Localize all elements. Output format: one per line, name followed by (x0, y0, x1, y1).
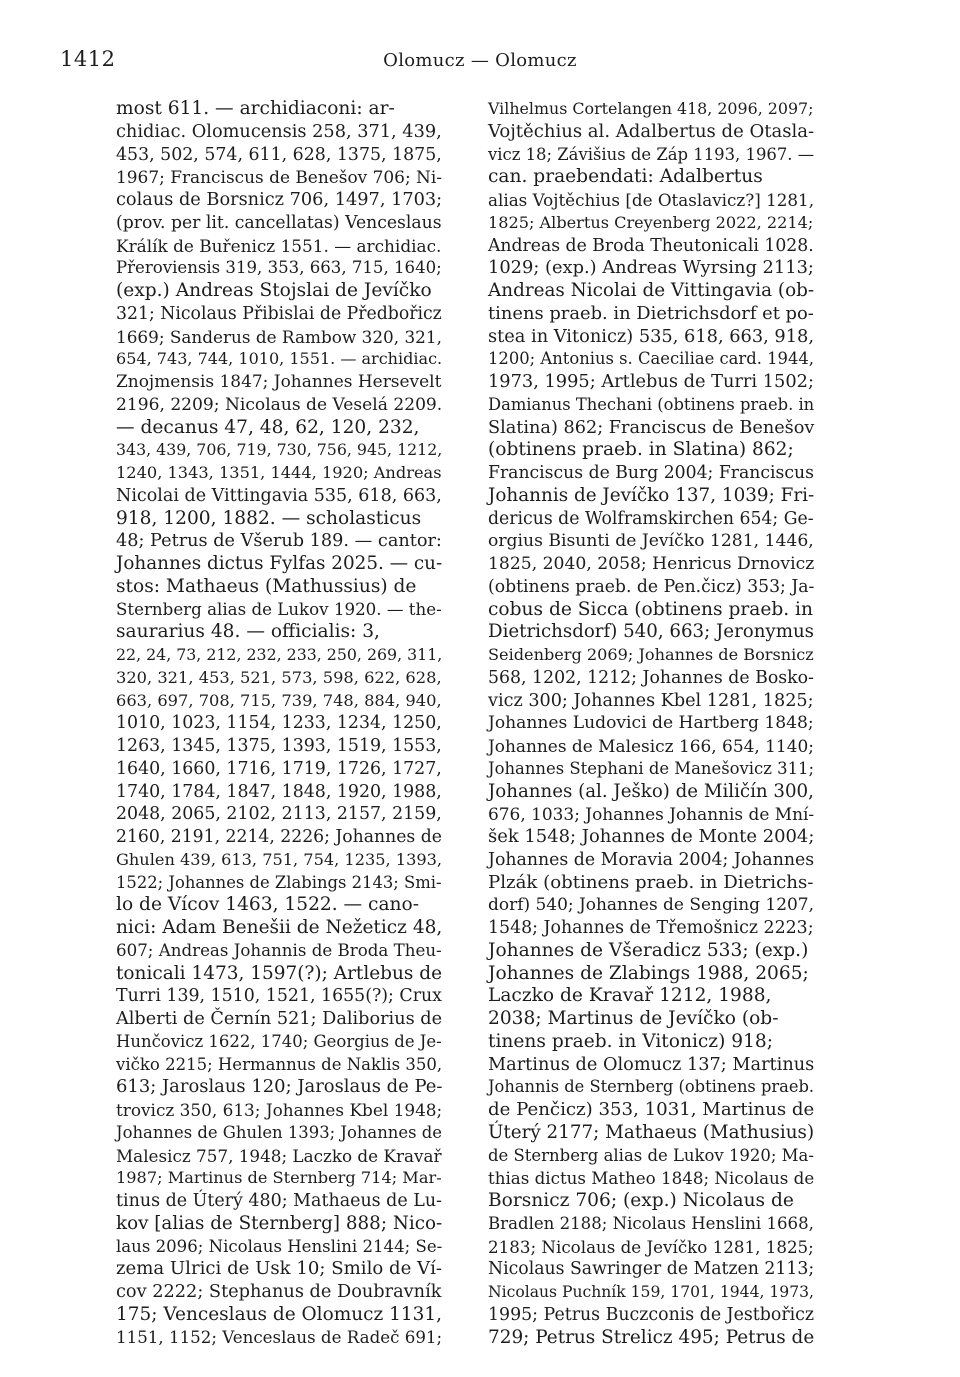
text-line: Johannes (al. Ješko) de Miličín 300, (488, 780, 814, 802)
text-line: vicz 18; Závišius de Záp 1193, 1967. — (488, 144, 815, 164)
text-line: Johannes de Všeradicz 533; (exp.) (488, 939, 809, 961)
text-line: Plzák (obtinens praeb. in Dietrichs- (488, 871, 814, 893)
text-line: 1548; Johannes de Třemošnicz 2223; (488, 918, 814, 938)
text-line: 1522; Johannes de Zlabings 2143; Smi- (116, 872, 442, 892)
text-line: Turri 139, 1510, 1521, 1655(?); Crux (116, 986, 442, 1007)
text-line: Králík de Buřenicz 1551. — archidiac. (116, 235, 442, 256)
text-line: 568, 1202, 1212; Johannes de Bosko- (488, 667, 814, 688)
text-line: de Sternberg alias de Lukov 1920; Ma- (488, 1145, 814, 1165)
text-line: kov [alias de Sternberg] 888; Nico- (116, 1212, 443, 1234)
text-line: cobus de Sicca (obtinens praeb. in (488, 598, 813, 620)
text-line: 1973, 1995; Artlebus de Turri 1502; (488, 371, 814, 392)
text-line: 1825; Albertus Creyenberg 2022, 2214; (488, 212, 814, 232)
text-line: tonicali 1473, 1597(?); Artlebus de (116, 962, 443, 984)
text-line: (prov. per lit. cancellatas) Venceslaus (116, 212, 442, 233)
text-line: 175; Venceslaus de Olomucz 1131, (116, 1303, 443, 1325)
text-line: 1995; Petrus Buczconis de Jestbořicz (488, 1304, 815, 1325)
text-line: Johannes de Moravia 2004; Johannes (488, 849, 815, 870)
text-line: vicz 300; Johannes Kbel 1281, 1825; (488, 690, 814, 711)
text-line: Malesicz 757, 1948; Laczko de Kravař (116, 1145, 442, 1166)
text-line: 607; Andreas Johannis de Broda Theu- (116, 940, 442, 960)
text-line: dorf) 540; Johannes de Senging 1207, (488, 895, 814, 916)
text-line: most 611. — archidiaconi: ar- (116, 98, 395, 119)
text-line: cov 2222; Stephanus de Doubravník (116, 1282, 442, 1302)
text-line: 2048, 2065, 2102, 2113, 2157, 2159, (116, 804, 442, 825)
text-line: 1825, 2040, 2058; Henricus Drnovicz (488, 554, 815, 574)
text-line: Damianus Thechani (obtinens praeb. in (488, 394, 815, 414)
text-line: 1740, 1784, 1847, 1848, 1920, 1988, (116, 781, 442, 802)
text-line: 663, 697, 708, 715, 739, 748, 884, 940, (116, 690, 442, 710)
text-line: — decanus 47, 48, 62, 120, 232, (116, 416, 420, 438)
text-line: Franciscus de Burg 2004; Franciscus (488, 463, 814, 483)
text-line: Bradlen 2188; Nicolaus Henslini 1668, (488, 1213, 814, 1233)
text-line: 1151, 1152; Venceslaus de Radeč 691; (116, 1327, 443, 1347)
page-number: 1412 (60, 47, 116, 71)
text-line: Slatina) 862; Franciscus de Benešov (488, 417, 815, 438)
text-line: dericus de Wolframskirchen 654; Ge- (488, 508, 814, 529)
text-line: 613; Jaroslaus 120; Jaroslaus de Pe- (116, 1076, 443, 1098)
text-line: Johannes Stephani de Manešovicz 311; (488, 758, 814, 778)
text-line: 1200; Antonius s. Caeciliae card. 1944, (488, 349, 815, 369)
text-line: Johannes Ludovici de Hartberg 1848; (488, 713, 814, 734)
text-line: chidiac. Olomucensis 258, 371, 439, (116, 121, 442, 142)
running-title: Olomucz — Olomucz (383, 50, 577, 71)
text-line: stea in Vitonicz) 535, 618, 663, 918, (488, 325, 814, 347)
text-line: (obtinens praeb. in Slatina) 862; (488, 439, 794, 461)
text-line: Úterý 2177; Mathaeus (Mathusius) (488, 1121, 815, 1143)
text-line: Znojmensis 1847; Johannes Hersevelt (116, 372, 442, 392)
text-line: lo de Vícov 1463, 1522. — cano- (116, 894, 420, 916)
text-line: Andreas de Broda Theutonicali 1028. (488, 235, 814, 256)
text-line: 654, 743, 744, 1010, 1551. — archidiac. (116, 349, 443, 369)
text-line: 729; Petrus Strelicz 495; Petrus de (488, 1326, 815, 1348)
text-line: orgius Bisunti de Jevíčko 1281, 1446, (488, 531, 814, 552)
text-line: 1263, 1345, 1375, 1393, 1519, 1553, (116, 736, 442, 756)
text-line: šek 1548; Johannes de Monte 2004; (488, 826, 815, 847)
text-line: tinens praeb. in Dietrichsdorf et po- (488, 302, 814, 324)
text-line: Nicolaus Sawringer de Matzen 2113; (488, 1259, 815, 1280)
text-line: 1240, 1343, 1351, 1444, 1920; Andreas (116, 463, 442, 482)
text-line: Johannes dictus Fylfas 2025. — cu- (116, 553, 443, 574)
text-line: Přeroviensis 319, 353, 663, 715, 1640; (116, 258, 442, 278)
text-line: 2183; Nicolaus de Jevíčko 1281, 1825; (488, 1236, 814, 1257)
text-line: trovicz 350, 613; Johannes Kbel 1948; (116, 1100, 443, 1120)
text-line: Johannes de Zlabings 1988, 2065; (488, 962, 809, 984)
text-line: nici: Adam Benešii de Nežeticz 48, (116, 917, 443, 938)
text-line: Laczko de Kravař 1212, 1988, (488, 985, 772, 1007)
text-line: Dietrichsdorf) 540, 663; Jeronymus (488, 621, 814, 643)
text-line: Martinus de Olomucz 137; Martinus (488, 1054, 815, 1075)
text-line: Johannes de Ghulen 1393; Johannes de (116, 1122, 442, 1142)
text-line: Johannis de Sternberg (obtinens praeb. (488, 1077, 815, 1097)
right-text-column (488, 98, 814, 1349)
text-line: laus 2096; Nicolaus Henslini 2144; Se- (116, 1236, 443, 1256)
text-line: Nicolai de Vittingavia 535, 618, 663, (116, 485, 442, 506)
text-line: 1987; Martinus de Sternberg 714; Mar- (116, 1168, 442, 1188)
text-line: colaus de Borsnicz 706, 1497, 1703; (116, 190, 443, 210)
text-line: 321; Nicolaus Přibislai de Předbořicz (116, 303, 442, 324)
text-line: can. praebendati: Adalbertus (488, 166, 763, 188)
text-line: 1640, 1660, 1716, 1719, 1726, 1727, (116, 758, 442, 779)
text-line: Ghulen 439, 613, 751, 754, 1235, 1393, (116, 849, 443, 869)
text-line: 2196, 2209; Nicolaus de Veselá 2209. (116, 394, 443, 415)
text-line: Alberti de Černín 521; Daliborius de (116, 1009, 443, 1029)
text-line: 1669; Sanderus de Rambow 320, 321, (116, 326, 442, 347)
text-line: tinens praeb. in Vitonicz) 918; (488, 1030, 774, 1052)
text-line: (exp.) Andreas Stojslai de Jevíčko (116, 280, 432, 301)
text-line: 1029; (exp.) Andreas Wyrsing 2113; (488, 257, 814, 279)
text-line: 2160, 2191, 2214, 2226; Johannes de (116, 827, 442, 847)
text-line: Johannis de Jevíčko 137, 1039; Fri- (488, 484, 815, 506)
text-line: zema Ulrici de Usk 10; Smilo de Ví- (116, 1258, 443, 1280)
text-line: 1967; Franciscus de Benešov 706; Ni- (116, 167, 442, 188)
text-line: 22, 24, 73, 212, 232, 233, 250, 269, 311, (116, 645, 443, 664)
text-line: vičko 2215; Hermannus de Naklis 350, (116, 1054, 443, 1074)
text-line: de Penčicz) 353, 1031, Martinus de (488, 1099, 815, 1120)
text-line: 343, 439, 706, 719, 730, 756, 945, 1212, (116, 440, 443, 460)
text-line: Nicolaus Puchník 159, 1701, 1944, 1973, (488, 1283, 814, 1301)
text-line: Hunčovicz 1622, 1740; Georgius de Je- (116, 1031, 442, 1051)
text-line: Borsnicz 706; (exp.) Nicolaus de (488, 1190, 794, 1211)
text-line: 676, 1033; Johannes Johannis de Mní- (488, 804, 815, 825)
text-line: 1010, 1023, 1154, 1233, 1234, 1250, (116, 713, 442, 734)
text-line: (obtinens praeb. de Pen.čicz) 353; Ja- (488, 576, 815, 597)
text-line: saurarius 48. — officialis: 3, (116, 621, 380, 643)
text-line: 48; Petrus de Všerub 189. — cantor: (116, 531, 442, 552)
text-line: Johannes de Malesicz 166, 654, 1140; (488, 736, 814, 756)
text-line: Vilhelmus Cortelangen 418, 2096, 2097; (488, 99, 814, 118)
text-line: Andreas Nicolai de Vittingavia (ob- (488, 280, 815, 301)
text-line: Sternberg alias de Lukov 1920. — the- (116, 599, 442, 619)
text-line: Vojtěchius al. Adalbertus de Otasla- (488, 120, 815, 142)
left-text-column (116, 98, 442, 1349)
text-line: 320, 321, 453, 521, 573, 598, 622, 628, (116, 667, 442, 687)
text-line: 453, 502, 574, 611, 628, 1375, 1875, (116, 144, 442, 165)
text-line: tinus de Úterý 480; Mathaeus de Lu- (116, 1191, 442, 1211)
text-line: 2038; Martinus de Jevíčko (ob- (488, 1008, 779, 1029)
text-line: stos: Mathaeus (Mathussius) de (116, 575, 417, 597)
text-line: Seidenberg 2069; Johannes de Borsnicz (488, 645, 814, 664)
text-line: thias dictus Matheo 1848; Nicolaus de (488, 1168, 815, 1189)
text-line: 918, 1200, 1882. — scholasticus (116, 507, 422, 529)
text-line: alias Vojtěchius [de Otaslavicz?] 1281, (488, 190, 815, 210)
